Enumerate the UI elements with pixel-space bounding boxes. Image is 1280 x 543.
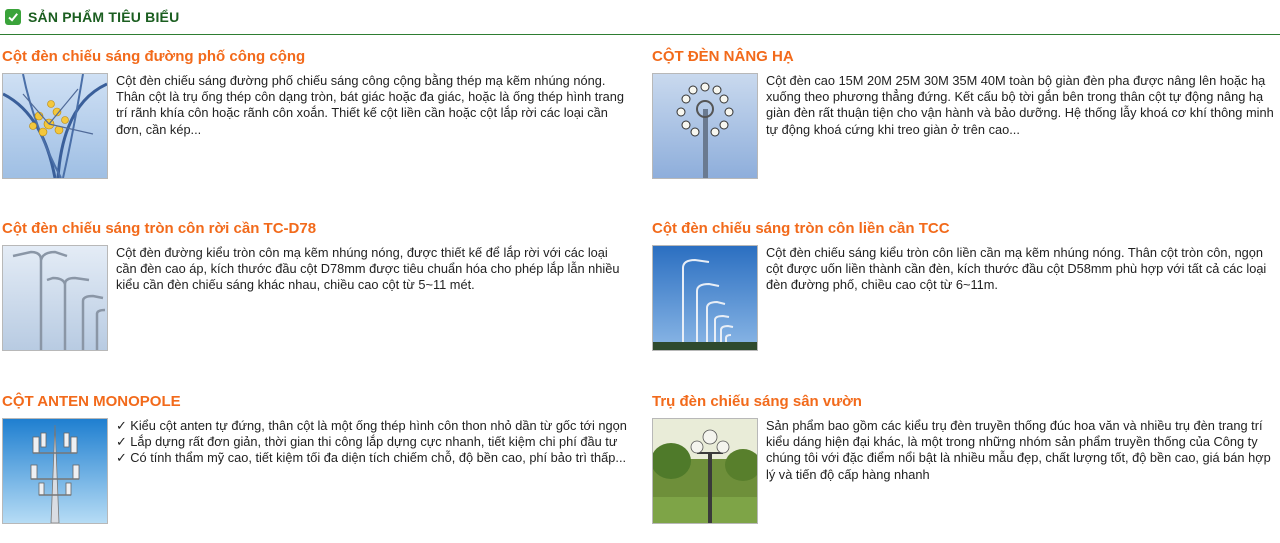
product-title-link[interactable]: Cột đèn chiếu sáng tròn côn rời cần TC-D78 [2, 220, 317, 237]
product-card [652, 393, 1280, 543]
product-title-link[interactable]: CỘT ANTEN MONOPOLE [2, 393, 181, 410]
product-image[interactable] [2, 418, 108, 524]
product-title-link[interactable]: CỘT ĐÈN NÂNG HẠ [652, 48, 794, 65]
product-image[interactable] [2, 245, 108, 351]
product-card [652, 220, 1280, 370]
product-description: ✓ Kiểu cột anten tự đứng, thân cột là một ống thép hình côn thon nhỏ dần từ gốc tới ngọn ✓ Lắp dựng rất đơn giản, thời gian thi công lắp dựng cực nhanh, tiết kiệm chi phí đầu tư ✓ Có tính thẩm mỹ cao, tiết kiệm tối đa diện tích chiếm chỗ, độ bền cao, phí bảo trì thấp... [116, 418, 627, 466]
product-title-link[interactable]: Cột đèn chiếu sáng đường phố công cộng [2, 48, 306, 65]
product-description: Cột đèn chiếu sáng kiểu tròn côn liền cần mạ kẽm nhúng nóng. Thân cột tròn côn, ngọn cột được uốn liền thành cần đèn, kích thước đầu cột D58mm phù hợp với tất cả các loại đèn đường phố, chiều cao cột từ 6~11m. [766, 245, 1267, 293]
product-image[interactable] [652, 418, 758, 524]
product-description: Sản phẩm bao gồm các kiểu trụ đèn truyền thống đúc hoa văn và nhiều trụ đèn trang trí kiểu dáng hiện đại khác, là một trong những nhóm sản phẩm truyền thống của Công ty chúng tôi với đặc điểm nổi bật là nhiều mẫu đẹp, chất lượng tốt, độ bền cao, giá bán hợp lý và tiến độ cấp hàng nhanh [766, 418, 1271, 482]
product-card [652, 48, 1280, 198]
section-header [0, 0, 1280, 35]
checkbox-icon [5, 9, 21, 25]
product-image[interactable] [2, 73, 108, 179]
product-description: Cột đèn đường kiểu tròn côn mạ kẽm nhúng nóng, được thiết kế để lắp rời với các loại cần đèn cao áp, kích thước đầu cột D78mm được tiêu chuẩn hóa cho phép lắp lẫn nhiều kiểu cần đèn chiếu sáng khác nhau, chiều cao cột từ 5~11 mét. [116, 245, 620, 293]
product-description: Cột đèn chiếu sáng đường phố chiếu sáng công cộng bằng thép mạ kẽm nhúng nóng. Thân cột là trụ ống thép côn dạng tròn, bát giác hoặc đa giác, hoặc là ống thép hình trang trí rãnh khía côn hoặc rãnh côn xoắn. Thiết kế cột liền cần hoặc cột lắp rời các loại cần đơn, cần kép... [116, 73, 624, 137]
product-card [2, 393, 630, 543]
product-title-link[interactable]: Trụ đèn chiếu sáng sân vườn [652, 393, 862, 410]
section-title: SẢN PHẨM TIÊU BIỂU [28, 9, 180, 25]
product-card [2, 220, 630, 370]
product-title-link[interactable]: Cột đèn chiếu sáng tròn côn liền cần TCC [652, 220, 950, 237]
product-image[interactable] [652, 73, 758, 179]
product-card [2, 48, 630, 198]
product-description: Cột đèn cao 15M 20M 25M 30M 35M 40M toàn bộ giàn đèn pha được nâng lên hoặc hạ xuống theo phương thẳng đứng. Kết cấu bộ tời gắn bên trong thân cột tự động nâng hạ giàn đèn rất thuận tiện cho vận hành và bảo dưỡng. Hệ thống lẫy khoá cơ khí thông minh tự động khoá cứng khi treo giàn ở trên cao... [766, 73, 1274, 137]
product-image[interactable] [652, 245, 758, 351]
